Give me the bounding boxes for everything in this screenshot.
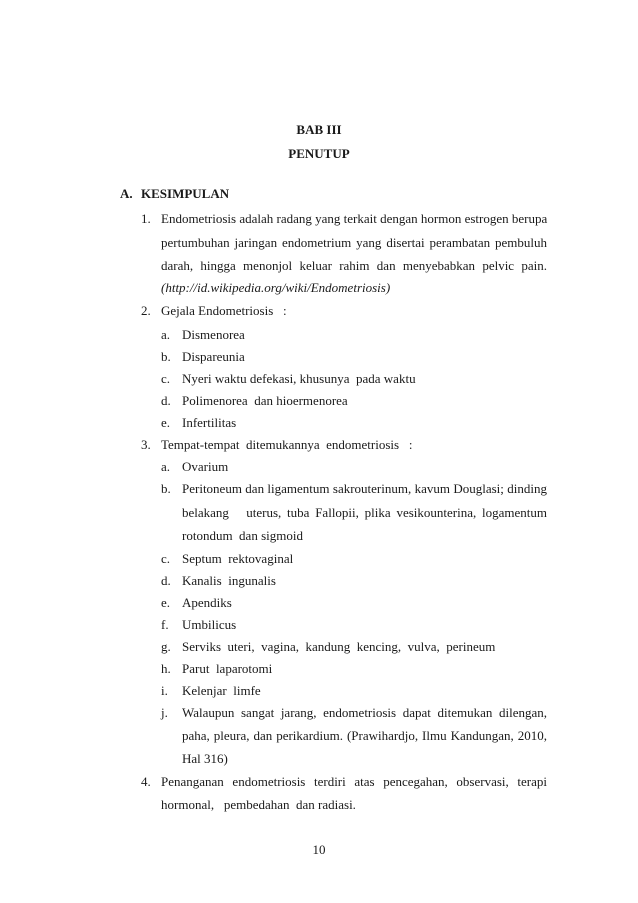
chapter-title: PENUTUP: [288, 146, 350, 161]
sublist-item: Serviks uteri, vagina, kandung kencing, vulva, perineum: [182, 639, 496, 654]
sublist-item-line: Peritoneum dan ligamentum sakrouterinum, kavum Douglasi; dinding: [182, 481, 547, 496]
sublist-item: Polimenorea dan hioermenorea: [182, 393, 348, 408]
list-item-line: Penanganan endometriosis terdiri atas pencegahan, observasi, terapi: [161, 774, 547, 789]
citation-link[interactable]: (http://id.wikipedia.org/wiki/Endometriosis): [161, 280, 391, 295]
sublist-item-line: Walaupun sangat jarang, endometriosis dapat ditemukan dilengan,: [182, 705, 547, 720]
sublist-item: Apendiks: [182, 595, 232, 610]
section-title: KESIMPULAN: [141, 186, 230, 201]
sublist-letter: j.: [161, 705, 168, 720]
list-number: 3.: [141, 437, 151, 452]
list-item-line: pertumbuhan jaringan endometrium yang disertai perambatan pembuluh: [161, 235, 547, 250]
sublist-item: Nyeri waktu defekasi, khusunya pada waktu: [182, 371, 416, 386]
sublist-item: Kanalis ingunalis: [182, 573, 276, 588]
sublist-letter: a.: [161, 459, 171, 474]
sublist-item: Kelenjar limfe: [182, 683, 261, 698]
sublist-letter: d.: [161, 393, 171, 408]
sublist-item: Umbilicus: [182, 617, 237, 632]
sublist-item: Infertilitas: [182, 415, 237, 430]
sublist-letter: h.: [161, 661, 171, 676]
sublist-item-line: belakang uterus, tuba Fallopii, plika vesikounterina, logamentum: [182, 505, 547, 520]
list-number: 1.: [141, 211, 151, 226]
list-item-text: Gejala Endometriosis :: [161, 303, 287, 318]
sublist-item: Dispareunia: [182, 349, 245, 364]
section-marker: A.: [120, 186, 133, 201]
chapter-heading: BAB III: [296, 122, 342, 137]
sublist-letter: e.: [161, 595, 171, 610]
sublist-letter: b.: [161, 481, 171, 496]
sublist-item: Parut laparotomi: [182, 661, 273, 676]
list-item-line: darah, hingga menonjol keluar rahim dan menyebabkan pelvic pain.: [161, 258, 547, 273]
sublist-item: Dismenorea: [182, 327, 245, 342]
sublist-item: Ovarium: [182, 459, 229, 474]
sublist-letter: g.: [161, 639, 171, 654]
sublist-letter: a.: [161, 327, 171, 342]
sublist-letter: c.: [161, 371, 171, 386]
page-number: 10: [312, 842, 326, 857]
sublist-item: Septum rektovaginal: [182, 551, 294, 566]
list-item-line: hormonal, pembedahan dan radiasi.: [161, 797, 356, 812]
sublist-item-line: Hal 316): [182, 751, 228, 766]
list-item-line: Endometriosis adalah radang yang terkait dengan hormon estrogen berupa: [161, 211, 548, 226]
sublist-letter: b.: [161, 349, 171, 364]
sublist-letter: d.: [161, 573, 171, 588]
sublist-letter: f.: [161, 617, 169, 632]
sublist-letter: e.: [161, 415, 171, 430]
list-item-text: Tempat-tempat ditemukannya endometriosis :: [161, 437, 413, 452]
sublist-letter: c.: [161, 551, 171, 566]
list-number: 4.: [141, 774, 151, 789]
sublist-item-line: paha, pleura, dan perikardium. (Prawihardjo, Ilmu Kandungan, 2010,: [182, 728, 547, 743]
list-number: 2.: [141, 303, 151, 318]
sublist-item-line: rotondum dan sigmoid: [182, 528, 303, 543]
sublist-letter: i.: [161, 683, 168, 698]
